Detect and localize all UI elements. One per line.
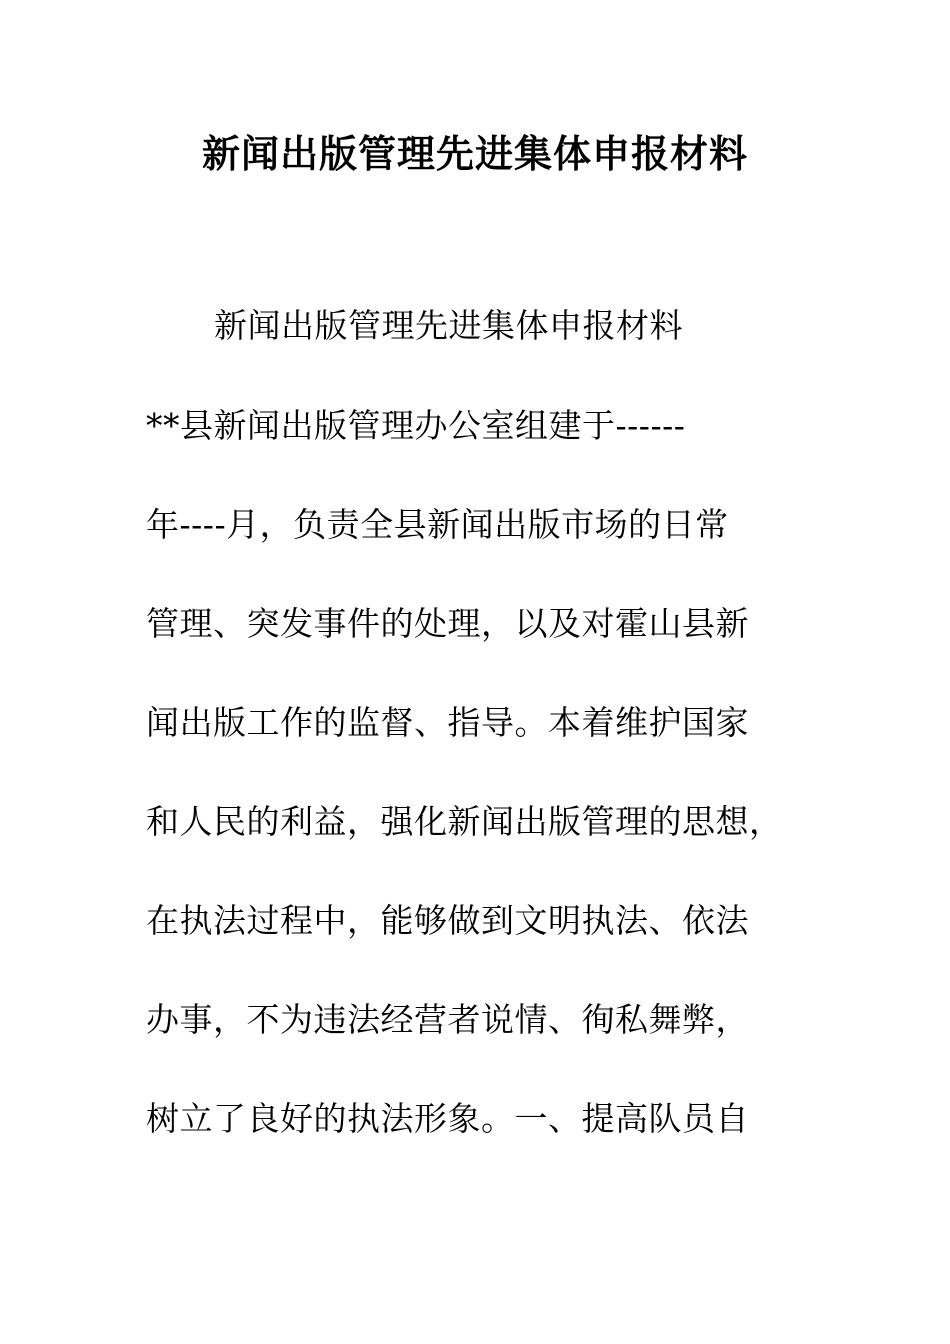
body-text-line: 管理、突发事件的处理，以及对霍山县新 <box>146 604 749 643</box>
body-text-line: **县新闻出版管理办公室组建于------ <box>146 406 686 445</box>
body-subtitle-line: 新闻出版管理先进集体申报材料 <box>214 306 683 345</box>
body-text-line: 树立了良好的执法形象。一、提高队员自 <box>146 1099 749 1138</box>
body-text-line: 年----月，负责全县新闻出版市场的日常 <box>146 505 729 544</box>
body-text-line: 办事，不为违法经营者说情、徇私舞弊， <box>146 1000 749 1039</box>
body-text-line: 在执法过程中，能够做到文明执法、依法 <box>146 901 749 940</box>
body-text-line: 和人民的利益，强化新闻出版管理的思想， <box>146 802 783 841</box>
document-title: 新闻出版管理先进集体申报材料 <box>201 131 748 176</box>
body-text-line: 闻出版工作的监督、指导。本着维护国家 <box>146 703 749 742</box>
